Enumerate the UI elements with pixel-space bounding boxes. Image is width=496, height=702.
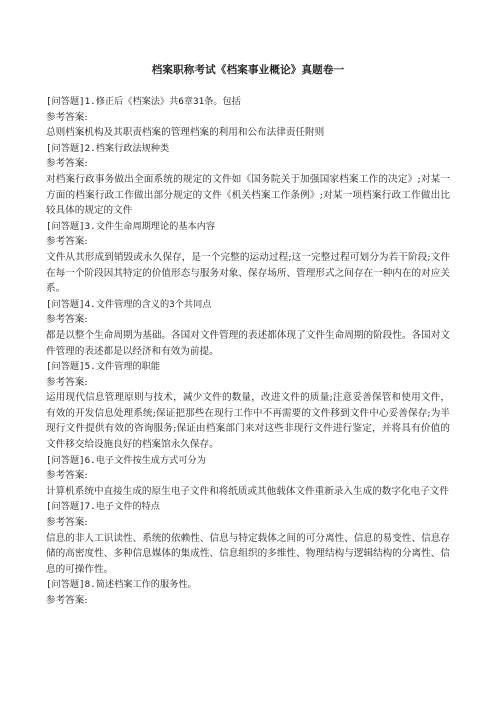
question-text: [问答题]8.简述档案工作的服务性。 [46,579,197,591]
qa-list [46,94,450,609]
qa-item [46,453,450,500]
qa-item [46,297,450,359]
answer-label: 参考答案: [46,158,88,170]
question-text: [问答题]7.电子文件的特点 [46,501,160,513]
question-text: [问答题]4.文件管理的含义的3个共同点 [46,298,212,310]
question-text: [问答题]6.电子文件按生成方式可分为 [46,454,206,466]
answer-label: 参考答案: [46,236,88,248]
answer-text: 计算机系统中直接生成的原生电子文件和将纸质或其他载体文件重新录入生成的数字化电子文件 [46,485,449,497]
question-text: [问答题]2.档案行政法规种类 [46,142,170,154]
qa-item [46,359,450,453]
question-text: [问答题]3.文件生命周期理论的基本内容 [46,220,216,232]
answer-text: 运用现代信息管理原则与技术，减少文件的数量，改进文件的质量;注意妥善保管和使用文件，有效的开发信息处理系统;保证把那些在现行工作中不再需要的文件移到文件中心妥善保存;为半现行文件提供有效的咨询服务;保证由档案部门来对这些非现行文件进行鉴定，并将具有价值的文件移交给设施良好的档案馆永久保存。 [46,392,450,451]
qa-item [46,141,450,219]
answer-label: 参考答案: [46,376,88,388]
answer-text: 总则档案机构及其职责档案的管理档案的利用和公布法律责任附则 [46,127,325,139]
answer-text: 信息的非人工识读性、系统的依赖性、信息与特定载体之间的可分离性、信息的易变性、信息存储的高密度性、多种信息媒体的集成性、信息组织的多维性、物理结构与逻辑结构的分离性、信息的可操作性。 [46,532,450,575]
answer-text: 文件从其形成到销毁或永久保存，是一个完整的运动过程;这一完整过程可划分为若干阶段;文件在每一个阶段因其特定的价值形态与服务对象、保存场所、管理形式之间存在一种内在的对应关系。 [46,251,450,295]
answer-text: 都是以整个生命周期为基础。各国对文件管理的表述都体现了文件生命周期的阶段性。各国对文件管理的表述都是以经济和有效为前提。 [46,329,450,357]
qa-item [46,219,450,297]
answer-label: 参考答案: [46,595,88,606]
answer-label: 参考答案: [46,111,88,123]
qa-item [46,577,450,608]
qa-item [46,94,450,141]
answer-label: 参考答案: [46,517,88,529]
question-text: [问答题]1.修正后《档案法》共6章31条。包括 [46,96,241,107]
answer-label: 参考答案: [46,314,88,326]
qa-item [46,499,450,577]
answer-text: 对档案行政事务做出全面系统的规定的文件如《国务院关于加强国家档案工作的决定》;对某一方面的档案行政工作做出部分规定的文件《机关档案工作条例》;对某一项档案行政工作做出比较具体的规定的文件 [46,173,450,217]
question-text: [问答题]5.文件管理的职能 [46,361,160,373]
answer-label: 参考答案: [46,470,88,482]
document-title: 档案职称考试《档案事业概论》真题卷一 [151,64,345,76]
